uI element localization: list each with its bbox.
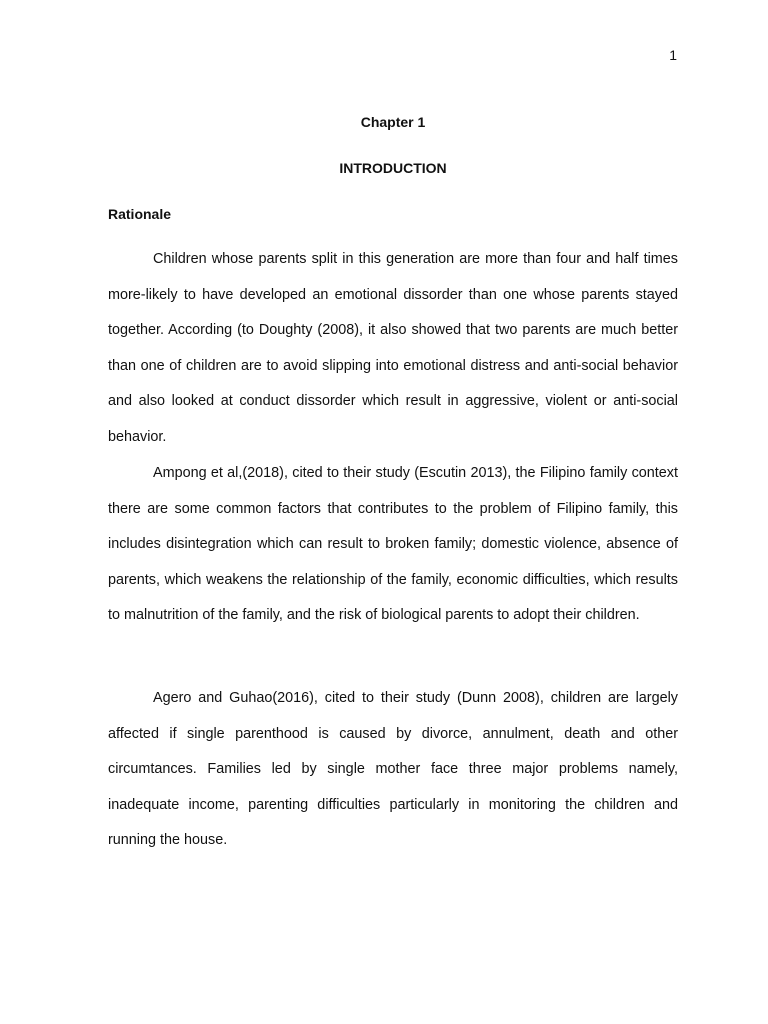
paragraph: Ampong et al,(2018), cited to their study (Escutin 2013), the Filipino family context there are some common factors that contributes to the problem of Filipino family, this includes disintegration which can result to broken family; domestic violence, absence of parents, which weakens the relationship of the family, economic difficulties, which results to malnutrition of the family, and the risk of biological parents to adopt their children. (108, 465, 678, 624)
chapter-heading: Chapter 1 (360, 114, 426, 130)
paragraph: Agero and Guhao(2016), cited to their study (Dunn 2008), children are largely affected if single parenthood is caused by divorce, annulment, death and other circumtances. Families led by single mother face three major problems namely, inadequate income, parenting difficulties particularly in monitoring the children and running the house. (108, 690, 678, 849)
page-number: 1 (669, 47, 677, 63)
section-heading: Rationale (108, 206, 172, 222)
paragraph: Children whose parents split in this generation are more than four and half times more-likely to have developed an emotional dissorder than one whose parents stayed together. According (to Doughty (2008), it also showed that two parents are much better than one of children are to avoid slipping into emotional distress and anti-social behavior and also looked at conduct dissorder which result in aggressive, violent or anti-social behavior. (108, 251, 678, 445)
page-title: INTRODUCTION (339, 160, 447, 176)
